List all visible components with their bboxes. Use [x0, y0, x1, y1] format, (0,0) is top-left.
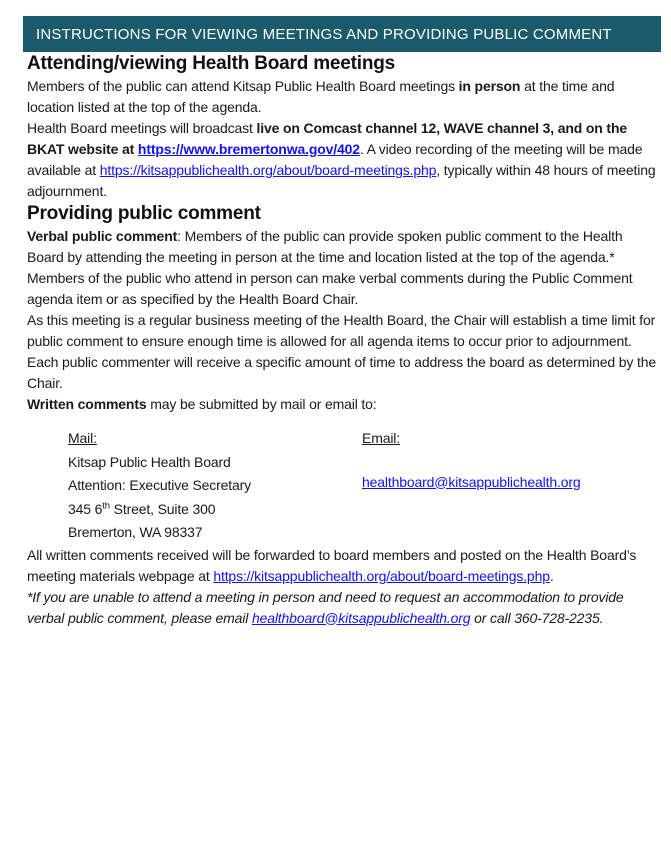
bold-text-broadcast-channels: live on Comcast channel 12, WAVE channel 3, and on the BKAT website at — [27, 120, 627, 157]
text-segment: *If you are unable to attend a meeting in person and need to request an accommodation to provide verbal public comment, please email — [27, 588, 624, 626]
mail-street-line — [68, 498, 362, 522]
mail-city-line: Bremerton, WA 98337 — [68, 524, 203, 540]
banner-title: INSTRUCTIONS FOR VIEWING MEETINGS AND PROVIDING PUBLIC COMMENT — [36, 25, 612, 43]
text-segment: . A video recording of the meeting will be made available at — [27, 141, 643, 178]
mail-org-line: Kitsap Public Health Board — [68, 453, 231, 470]
title-banner — [23, 16, 661, 52]
paragraph-verbal-comment — [27, 226, 657, 310]
text-segment: 345 6 — [68, 500, 103, 517]
contact-columns — [27, 427, 657, 545]
paragraph-time-limit: As this meeting is a regular business meeting of the Health Board, the Chair will establish a time limit for public comment to ensure enough time is allowed for all agenda items to occur prior to adjournment. Each public commenter will receive a specific amount of time to address the board as determined by the Chair. — [27, 312, 657, 391]
heading-providing-comment: Providing public comment — [27, 203, 261, 224]
mail-attention-line: Attention: Executive Secretary — [68, 477, 252, 493]
ordinal-superscript: th — [102, 499, 110, 511]
link-bremertonwa-gov[interactable]: https://www.bremertonwa.gov/402 — [137, 141, 360, 157]
bold-text-verbal-comment: Verbal public comment — [27, 228, 178, 244]
bold-text-written-comments: Written comments — [27, 396, 147, 412]
bold-text-in-person: in person — [458, 78, 521, 94]
link-board-meetings-page[interactable]: https://kitsappublichealth.org/about/board-meetings.php — [99, 162, 437, 178]
heading-attending-viewing: Attending/viewing Health Board meetings — [27, 53, 396, 74]
paragraph-attend-in-person — [27, 76, 657, 118]
mail-label: Mail: — [68, 430, 97, 446]
mail-column — [68, 427, 362, 545]
text-segment: or call 360-728-2235. — [470, 609, 604, 626]
link-board-meetings-page-2[interactable]: https://kitsappublichealth.org/about/board-meetings.php — [213, 567, 550, 584]
email-link-row — [362, 471, 657, 495]
email-column — [362, 427, 657, 545]
text-segment: Health Board meetings will broadcast — [27, 120, 257, 136]
paragraph-written-comments — [27, 394, 657, 415]
paragraph-forwarded-comments — [27, 545, 657, 587]
text-segment: may be submitted by mail or email to: — [146, 396, 377, 412]
text-segment: at the time and location listed at the top of the agenda. — [27, 78, 615, 115]
text-segment: Members of the public can attend Kitsap Public Health Board meetings — [27, 78, 459, 94]
text-segment: Street, Suite 300 — [109, 500, 216, 517]
link-healthboard-email-footnote[interactable]: healthboard@kitsappublichealth.org — [251, 609, 471, 626]
email-label: Email: — [362, 430, 400, 446]
text-segment: All written comments received will be forwarded to board members and posted on the Health Board’s meeting materials webpage at — [27, 546, 637, 584]
link-healthboard-email[interactable]: healthboard@kitsappublichealth.org — [362, 473, 581, 490]
footnote-accommodation — [27, 587, 657, 629]
document-content — [0, 52, 671, 629]
text-segment: , typically within 48 hours of meeting adjournment. — [27, 162, 656, 199]
text-segment: : Members of the public can provide spoken public comment to the Health Board by attending the meeting in person at the time and location listed at the top of the agenda.* Members of the public who attend in person can make verbal comments during the Public Comment agenda item or as specified by the Health Board Chair. — [27, 228, 633, 307]
paragraph-broadcast — [27, 118, 657, 202]
text-segment: . — [549, 567, 554, 584]
